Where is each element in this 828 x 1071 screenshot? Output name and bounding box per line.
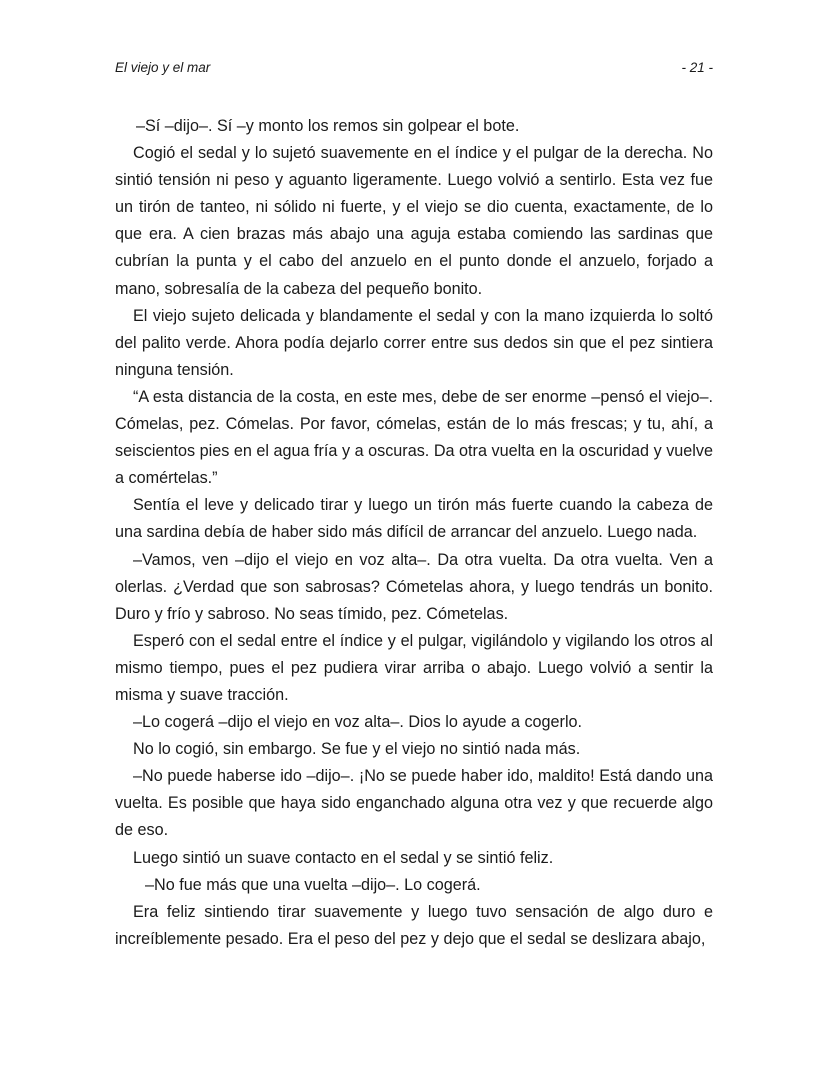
paragraph: Sentía el leve y delicado tirar y luego un tirón más fuerte cuando la cabeza de una sardina debía de haber sido más difícil de arrancar del anzuelo. Luego nada. xyxy=(115,496,713,542)
page-number: - 21 - xyxy=(681,59,713,75)
paragraph: Cogió el sedal y lo sujetó suavemente en el índice y el pulgar de la derecha. No sintió tensión ni peso y aguanto ligeramente. Luego volvió a sentirlo. Esta vez fue un tirón de tanteo, ni sólido ni fuerte, y el viejo se dio cuenta, exactamente, de lo que era. A cien brazas más abajo una aguja estaba comiendo las sardinas que cubrían la punta y el cabo del anzuelo en el punto donde el anzuelo, forjado a mano, sobresalía de la cabeza del pequeño bonito. xyxy=(115,144,713,298)
paragraph: –Sí –dijo–. Sí –y monto los remos sin golpear el bote. xyxy=(136,117,520,135)
paragraph: El viejo sujeto delicada y blandamente el sedal y con la mano izquierda lo soltó del palito verde. Ahora podía dejarlo correr entre sus dedos sin que el pez sintiera ninguna tensión. xyxy=(115,306,713,379)
paragraph: –Lo cogerá –dijo el viejo en voz alta–. Dios lo ayude a cogerlo. xyxy=(133,713,583,732)
book-title: El viejo y el mar xyxy=(115,59,211,75)
paragraph: –No puede haberse ido –dijo–. ¡No se puede haber ido, maldito! Está dando una vuelta. Es posible que haya sido enganchado alguna otra vez y que recuerde algo de eso. xyxy=(115,767,713,840)
paragraph: –No fue más que una vuelta –dijo–. Lo cogerá. xyxy=(145,875,481,894)
page-header xyxy=(115,58,713,76)
paragraph: “A esta distancia de la costa, en este mes, debe de ser enorme –pensó el viejo–. Cómelas, pez. Cómelas. Por favor, cómelas, están de lo más frescas; y tu, ahí, a seiscientos pies en el agua fría y a oscuras. Da otra vuelta en la oscuridad y vuelve a comértelas.” xyxy=(115,387,713,488)
paragraph: No lo cogió, sin embargo. Se fue y el viejo no sintió nada más. xyxy=(133,740,581,759)
page-body xyxy=(115,113,713,953)
paragraph: Esperó con el sedal entre el índice y el pulgar, vigilándolo y vigilando los otros al mismo tiempo, pues el pez pudiera virar arriba o abajo. Luego volvió a sentir la misma y suave tracción. xyxy=(115,631,713,704)
paragraph: –Vamos, ven –dijo el viejo en voz alta–. Da otra vuelta. Da otra vuelta. Ven a olerlas. ¿Verdad que son sabrosas? Cómetelas ahora, y luego tendrás un bonito. Duro y frío y sabroso. No seas tímido, pez. Cómetelas. xyxy=(115,550,713,623)
paragraph: Era feliz sintiendo tirar suavemente y luego tuvo sensación de algo duro e increíblemente pesado. Era el peso del pez y dejo que el sedal se deslizara abajo, xyxy=(115,902,713,948)
paragraph: Luego sintió un suave contacto en el sedal y se sintió feliz. xyxy=(133,848,554,867)
